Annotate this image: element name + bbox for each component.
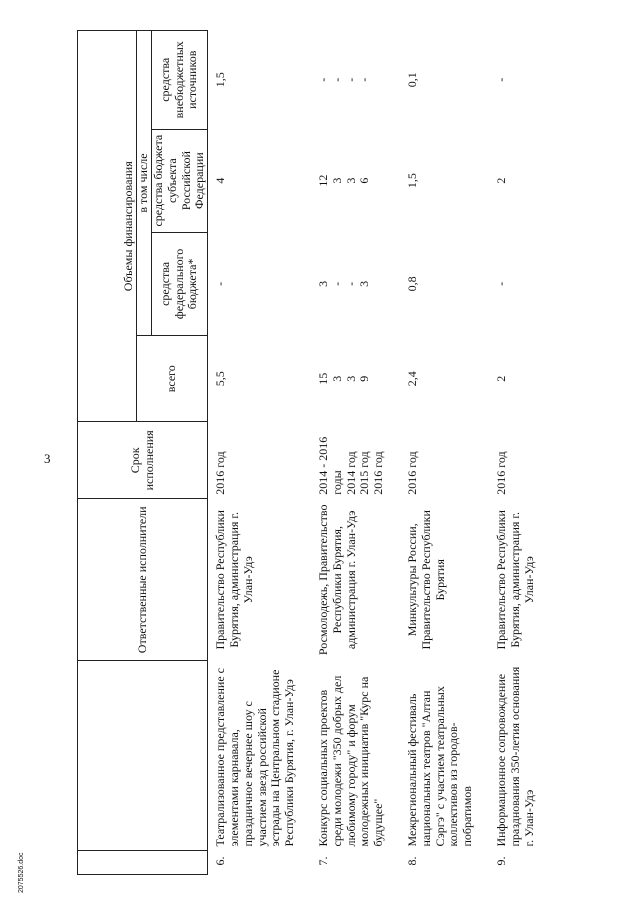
row-name: Межрегиональный фестиваль национальных театров "Алтан Сэргэ" с участием театральных коллективов из городов-побратимов [404,686,475,847]
row-number: 6. [213,856,228,866]
row-total-line: 2,4 [404,371,419,387]
row-regional [208,129,311,232]
row-total-line: 2 [493,375,508,382]
rotated-page [77,30,591,875]
header-num [78,851,208,875]
footer-code: 2075526.doc [18,852,25,893]
row-extra [489,31,550,130]
row-term-line: 2016 год [493,451,508,495]
row-regional [489,129,550,232]
header-term: Срок исполнения [78,422,208,499]
row-federal [311,232,400,335]
row-responsible: Правительство Республики Бурятия, администрация г. Улан-Удэ [493,510,536,650]
header-responsible: Ответственные исполнители [78,499,208,661]
row-federal-line: - [493,281,508,286]
row-regional-line: 3 [343,177,358,184]
header-funding: Объемы финансирования [78,31,137,422]
row-total [208,336,311,422]
row-regional-line: 6 [357,177,372,184]
header-name [78,661,208,851]
table-row [208,31,311,875]
row-total-line: 5,5 [213,371,228,387]
page-number: 3 [44,451,51,466]
row-extra [311,31,400,130]
row-extra-line: - [357,77,372,82]
row-number: 8. [404,856,419,866]
header-federal: средства федерального бюджета* [152,232,208,335]
row-extra [208,31,311,130]
row-regional-line: 1,5 [404,173,419,189]
row-name: Театрализованное представление с элементами карнавала, праздничное вечернее шоу с участием звезд российской эстрады на Центральном стадионе Республики Бурятия, г. Улан-Удэ [213,668,297,847]
row-term-line: 2014 год [343,451,358,495]
row-number: 9. [493,856,508,866]
row-term-line: 2016 год [404,451,419,495]
row-regional-line: 2 [493,177,508,184]
header-total: всего [137,336,208,422]
row-total [400,336,489,422]
row-extra-line: 1,5 [213,72,228,88]
row-name: Конкурс социальных проектов среди молодежи "350 добрых дел любимому городу" и форум молодежных инициатив "Курс на будущее" [315,675,386,847]
header-regional: средства бюджета субъекта Российской Федерации [152,129,208,232]
row-responsible: Правительство Республики Бурятия, администрация г. Улан-Удэ [213,510,255,650]
row-federal-line: - [329,281,344,286]
funding-table [77,30,550,875]
row-federal [489,232,550,335]
row-federal [208,232,311,335]
row-term [489,422,550,499]
row-term-line: 2016 год [371,451,386,495]
row-federal-line: - [213,281,228,286]
row-term-line: 2015 год [357,451,372,495]
header-including: в том числе [137,31,152,336]
row-federal-line: 3 [315,280,330,287]
row-total [311,336,400,422]
row-extra-line: 0,1 [404,72,419,88]
row-term [208,422,311,499]
row-responsible: Минкультуры России, Правительство Республики Бурятия [404,510,447,650]
row-total-line: 3 [329,375,344,382]
table-body [208,31,551,875]
row-total-line: 15 [315,372,330,385]
header-extra: средства внебюджетных источников [152,31,208,130]
table-row [400,31,489,875]
row-regional-line: 12 [315,174,330,187]
row-extra-line: - [329,77,344,82]
row-name: Информационное сопровождение празднования 350-летия основания г. Улан-Удэ [493,666,536,847]
row-extra-line: - [343,77,358,82]
row-federal-line: - [343,281,358,286]
row-regional-line: 4 [213,177,228,184]
row-term-line: 2014 - 2016 годы [315,436,344,495]
row-federal-line: 0,8 [404,276,419,292]
row-federal [400,232,489,335]
row-regional-line: 3 [329,177,344,184]
row-regional [311,129,400,232]
row-federal-line: 3 [357,280,372,287]
row-extra-line: - [493,77,508,82]
table-row [311,31,400,875]
row-total-line: 9 [357,375,372,382]
row-regional [400,129,489,232]
row-total [489,336,550,422]
row-term-line: 2016 год [213,451,228,495]
row-total-line: 3 [343,375,358,382]
row-extra [400,31,489,130]
table-row [489,31,550,875]
row-number: 7. [315,856,330,866]
row-responsible: Росмолодежь, Правительство Республики Бурятия, администрация г. Улан-Удэ [315,504,358,656]
row-term [311,422,400,499]
row-extra-line: - [315,77,330,82]
row-term [400,422,489,499]
